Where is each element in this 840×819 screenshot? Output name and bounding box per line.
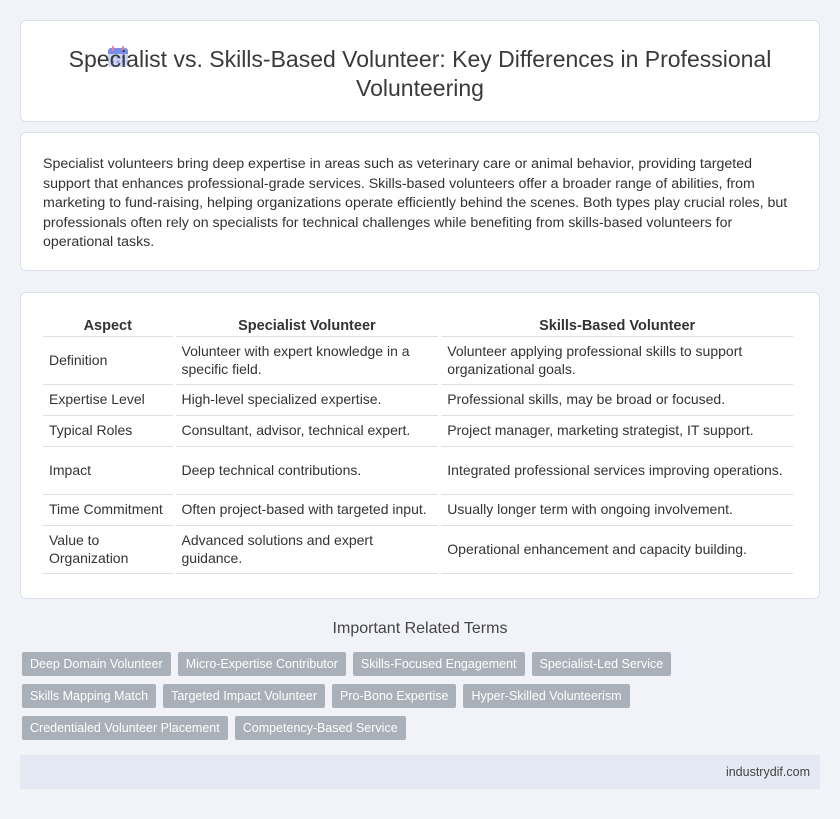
comparison-table: [40, 315, 796, 574]
related-terms-list: [22, 652, 802, 740]
related-term-tag[interactable]: Deep Domain Volunteer: [22, 652, 171, 676]
related-term-tag[interactable]: Specialist-Led Service: [532, 652, 672, 676]
comparison-table-card: [20, 292, 820, 599]
table-cell: Time Commitment: [43, 495, 173, 526]
table-cell: Definition: [43, 337, 173, 385]
related-term-tag[interactable]: Competency-Based Service: [235, 716, 406, 740]
table-cell: Consultant, advisor, technical expert.: [176, 416, 439, 447]
table-cell: Integrated professional services improving operations.: [441, 447, 793, 495]
table-row: [43, 416, 793, 447]
table-cell: Advanced solutions and expert guidance.: [176, 526, 439, 574]
related-term-tag[interactable]: Targeted Impact Volunteer: [163, 684, 325, 708]
table-cell: Professional skills, may be broad or focused.: [441, 385, 793, 416]
header-aspect: Aspect: [43, 315, 173, 337]
related-terms-heading: Important Related Terms: [332, 620, 508, 637]
table-cell: Volunteer with expert knowledge in a specific field.: [176, 337, 439, 385]
table-row: [43, 385, 793, 416]
footer-site-link[interactable]: industrydif.com: [725, 765, 810, 779]
related-term-tag[interactable]: Micro-Expertise Contributor: [178, 652, 346, 676]
header-card: [20, 20, 820, 122]
header-specialist: Specialist Volunteer: [176, 315, 439, 337]
table-cell: High-level specialized expertise.: [176, 385, 439, 416]
table-cell: Volunteer applying professional skills to support organizational goals.: [441, 337, 793, 385]
table-row: [43, 447, 793, 495]
intro-paragraph: Specialist volunteers bring deep expertise in areas such as veterinary care or animal behavior, providing targeted support that enhances professional-grade services. Skills-based volunteers offer a broader range of abilities, from marketing to fund-raising, helping organizations operate efficiently behind the scenes. Both types play crucial roles, but professionals often rely on specialists for technical challenges while benefiting from skills-based volunteers for operational tasks.: [43, 156, 788, 251]
table-cell: Value to Organization: [43, 526, 173, 574]
table-row: [43, 495, 793, 526]
related-term-tag[interactable]: Hyper-Skilled Volunteerism: [463, 684, 629, 708]
related-term-tag[interactable]: Skills-Focused Engagement: [353, 652, 525, 676]
table-cell: Typical Roles: [43, 416, 173, 447]
table-cell: Operational enhancement and capacity building.: [441, 526, 793, 574]
header-skills-based: Skills-Based Volunteer: [441, 315, 793, 337]
table-cell: Usually longer term with ongoing involvement.: [441, 495, 793, 526]
table-cell: Project manager, marketing strategist, IT support.: [441, 416, 793, 447]
footer: [20, 755, 820, 789]
intro-card: [20, 132, 820, 271]
related-term-tag[interactable]: Credentialed Volunteer Placement: [22, 716, 228, 740]
related-term-tag[interactable]: Pro-Bono Expertise: [332, 684, 456, 708]
related-term-tag[interactable]: Skills Mapping Match: [22, 684, 156, 708]
page-title: Specialist vs. Skills-Based Volunteer: Key Differences in Professional Volunteering: [68, 46, 772, 101]
table-cell: Impact: [43, 447, 173, 495]
table-cell: Expertise Level: [43, 385, 173, 416]
table-header-row: [43, 315, 793, 337]
table-row: [43, 337, 793, 385]
table-cell: Often project-based with targeted input.: [176, 495, 439, 526]
table-cell: Deep technical contributions.: [176, 447, 439, 495]
table-row: [43, 526, 793, 574]
